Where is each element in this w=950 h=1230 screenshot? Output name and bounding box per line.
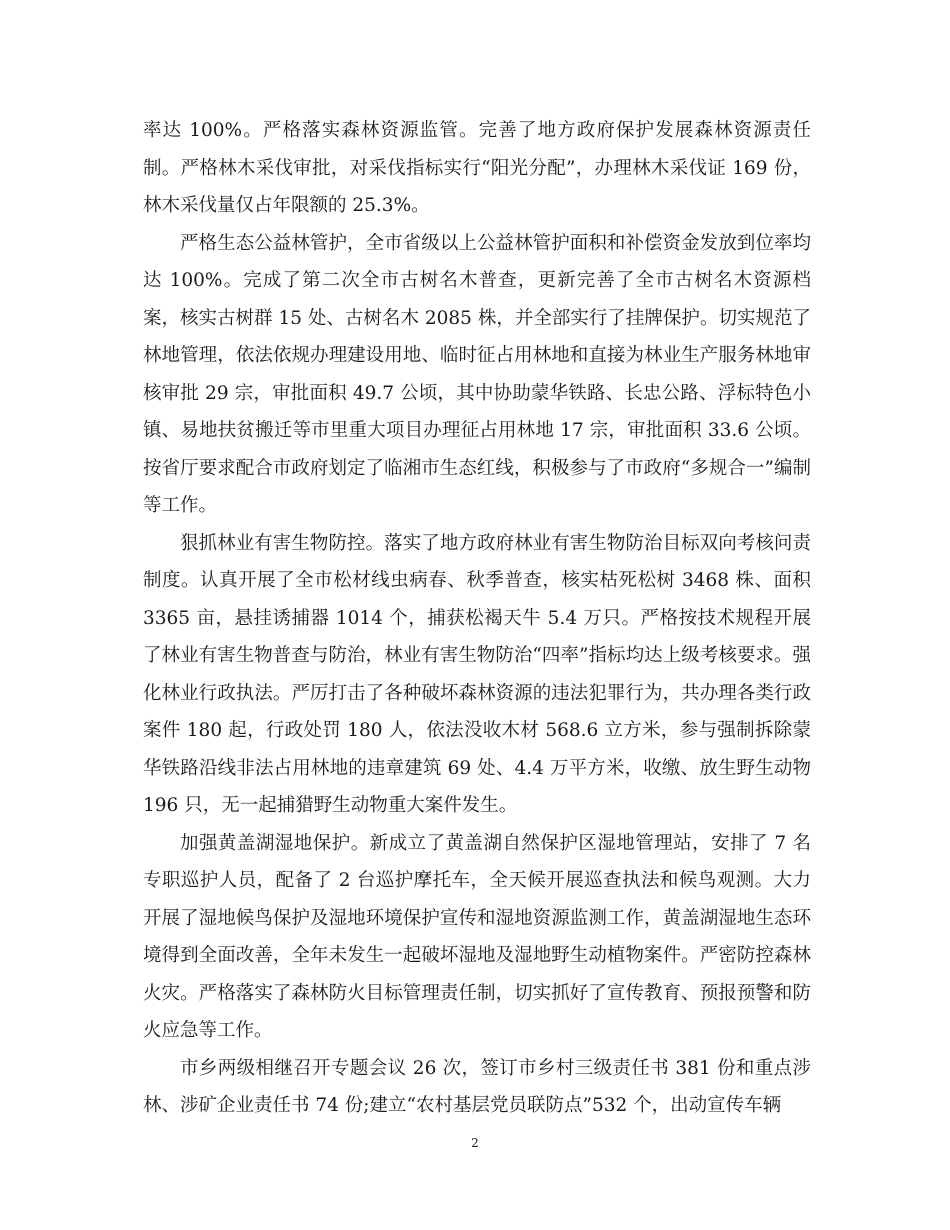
paragraph-wetland-protection: 加强黄盖湖湿地保护。新成立了黄盖湖自然保护区湿地管理站，安排了 7 名专职巡护人员，配备了 2 台巡护摩托车，全天候开展巡查执法和候鸟观测。大力开展了湿地候鸟保护及湿地环境保护宣传和湿地资源监测工作，黄盖湖湿地生态环境得到全面改善，全年未发生一起破坏湿地及湿地野生动植物案件。严密防控森林火灾。严格落实了森林防火目标管理责任制，切实抓好了宣传教育、预报预警和防火应急等工作。 xyxy=(143,832,811,1041)
paragraph-ecological-forest: 严格生态公益林管护，全市省级以上公益林管护面积和补偿资金发放到位率均达 100%。完成了第二次全市古树名木普查，更新完善了全市古树名木资源档案，核实古树群 15 处、古树名木 2085 株，并全部实行了挂牌保护。切实规范了林地管理，依法依规办理建设用地、临时征占用林地和直接为林业生产服务林地审核审批 29 宗，审批面积 49.7 公顷，其中协助蒙华铁路、长忠公路、浮标特色小镇、易地扶贫搬迁等市里重大项目办理征占用林地 17 宗，审批面积 33.6 公顷。按省厅要求配合市政府划定了临湘市生态红线，积极参与了市政府“多规合一”编制等工作。 xyxy=(143,232,811,516)
page-number: 2 xyxy=(471,1136,479,1150)
paragraph-pest-control: 狠抓林业有害生物防控。落实了地方政府林业有害生物防治目标双向考核问责制度。认真开展了全市松材线虫病春、秋季普查，核实枯死松树 3468 株、面积 3365 亩，悬挂诱捕器 1014 个，捕获松褐天牛 5.4 万只。严格按技术规程开展了林业有害生物普查与防治，林业有害生物防治“四率”指标均达上级考核要求。强化林业行政执法。严厉打击了各种破坏森林资源的违法犯罪行为，共办理各类行政案件 180 起，行政处罚 180 人，依法没收木材 568.6 立方米，参与强制拆除蒙华铁路沿线非法占用林地的违章建筑 69 处、4.4 万平方米，收缴、放生野生动物 196 只，无一起捕猎野生动物重大案件发生。 xyxy=(143,532,811,816)
document-body xyxy=(143,112,811,1125)
paragraph-meetings: 市乡两级相继召开专题会议 26 次，签订市乡村三级责任书 381 份和重点涉林、涉矿企业责任书 74 份;建立“农村基层党员联防点”532 个，出动宣传车辆 xyxy=(143,1057,811,1116)
paragraph-forest-supervision: 率达 100%。严格落实森林资源监管。完善了地方政府保护发展森林资源责任制。严格林木采伐审批，对采伐指标实行“阳光分配”，办理林木采伐证 169 份，林木采伐量仅占年限额的 25.3%。 xyxy=(143,120,811,216)
